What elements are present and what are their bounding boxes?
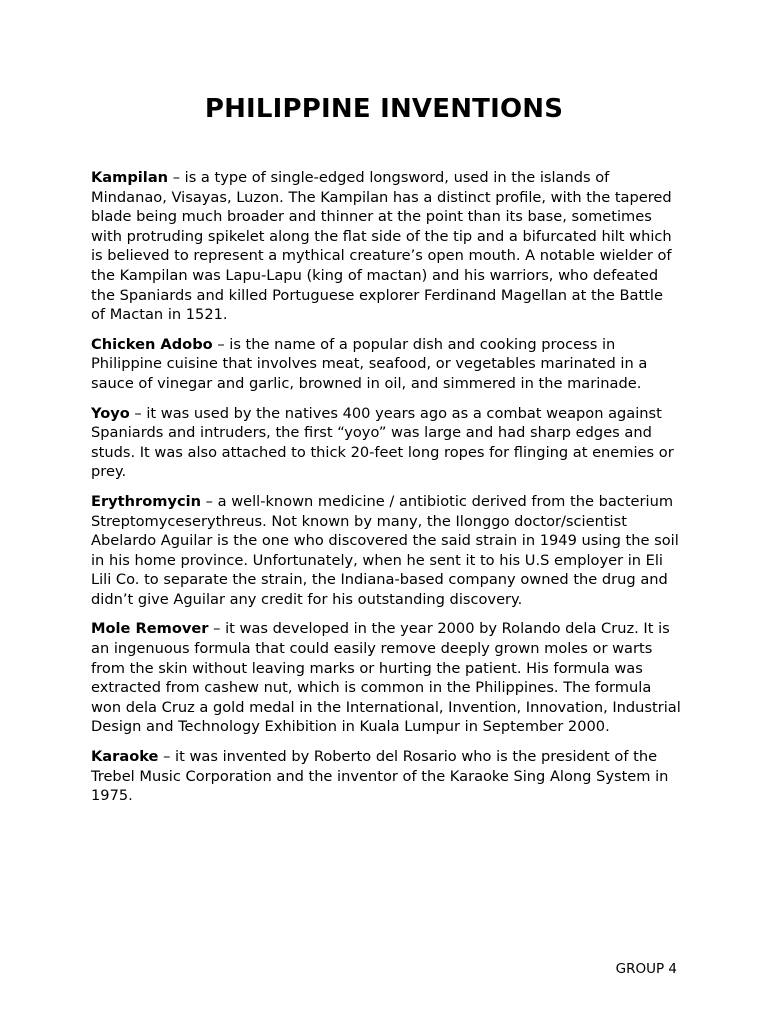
entry-mole-remover bbox=[91, 619, 681, 737]
entry-term: Karaoke bbox=[91, 748, 159, 766]
entry-yoyo bbox=[91, 404, 681, 482]
entry-text: – it was used by the natives 400 years ago as a combat weapon against Spaniards and intruders, the first “yoyo” was large and had sharp edges and studs. It was also attached to thick 20-feet long ropes for flinging at enemies or prey. bbox=[91, 404, 674, 481]
entry-text: – it was invented by Roberto del Rosario who is the president of the Trebel Music Corporation and the inventor of the Karaoke Sing Along System in 1975. bbox=[91, 748, 669, 805]
entry-erythromycin bbox=[91, 492, 681, 610]
entry-term: Mole Remover bbox=[91, 620, 209, 638]
entry-term: Kampilan bbox=[91, 169, 169, 186]
entry-term: Yoyo bbox=[91, 404, 130, 422]
entry-term: Erythromycin bbox=[91, 492, 202, 510]
page-title: PHILIPPINE INVENTIONS bbox=[204, 94, 564, 124]
entry-kampilan bbox=[91, 168, 681, 325]
entry-karaoke bbox=[91, 747, 681, 806]
entry-term: Chicken Adobo bbox=[91, 335, 213, 353]
entry-text: – it was developed in the year 2000 by Rolando dela Cruz. It is an ingenuous formula that could easily remove deeply grown moles or warts from the skin without leaving marks or hurting the patient. His formula was extracted from cashew nut, which is common in the Philippines. The formula won dela Cruz a gold medal in the International, Invention, Innovation, Industrial Design and Technology Exhibition in Kuala Lumpur in September 2000. bbox=[91, 620, 681, 736]
entry-text: – a well-known medicine / antibiotic derived from the bacterium Streptomyceserythreus. Not known by many, the Ilonggo doctor/scientist Abelardo Aguilar is the one who discovered the said strain in 1949 using the soil in his home province. Unfortunately, when he sent it to his U.S employer in Eli Lili Co. to separate the strain, the Indiana-based company owned the drug and didn’t give Aguilar any credit for his outstanding discovery. bbox=[91, 492, 679, 608]
entry-text: – is a type of single-edged longsword, used in the islands of Mindanao, Visayas, Luzon. The Kampilan has a distinct profile, with the tapered blade being much broader and thinner at the point than its base, sometimes with protruding spikelet along the flat side of the tip and a bifurcated hilt which is believed to represent a mythical creature’s open mouth. A notable wielder of the Kampilan was Lapu-Lapu (king of mactan) and his warriors, who defeated the Spaniards and killed Portuguese explorer Ferdinand Magellan at the Battle of Mactan in 1521. bbox=[91, 169, 672, 324]
entry-text: – is the name of a popular dish and cooking process in Philippine cuisine that involves meat, seafood, or vegetables marinated in a sauce of vinegar and garlic, browned in oil, and simmered in the marinade. bbox=[91, 335, 648, 392]
entry-chicken-adobo bbox=[91, 335, 681, 394]
page-footer: GROUP 4 bbox=[615, 961, 677, 977]
document-body bbox=[91, 168, 681, 816]
